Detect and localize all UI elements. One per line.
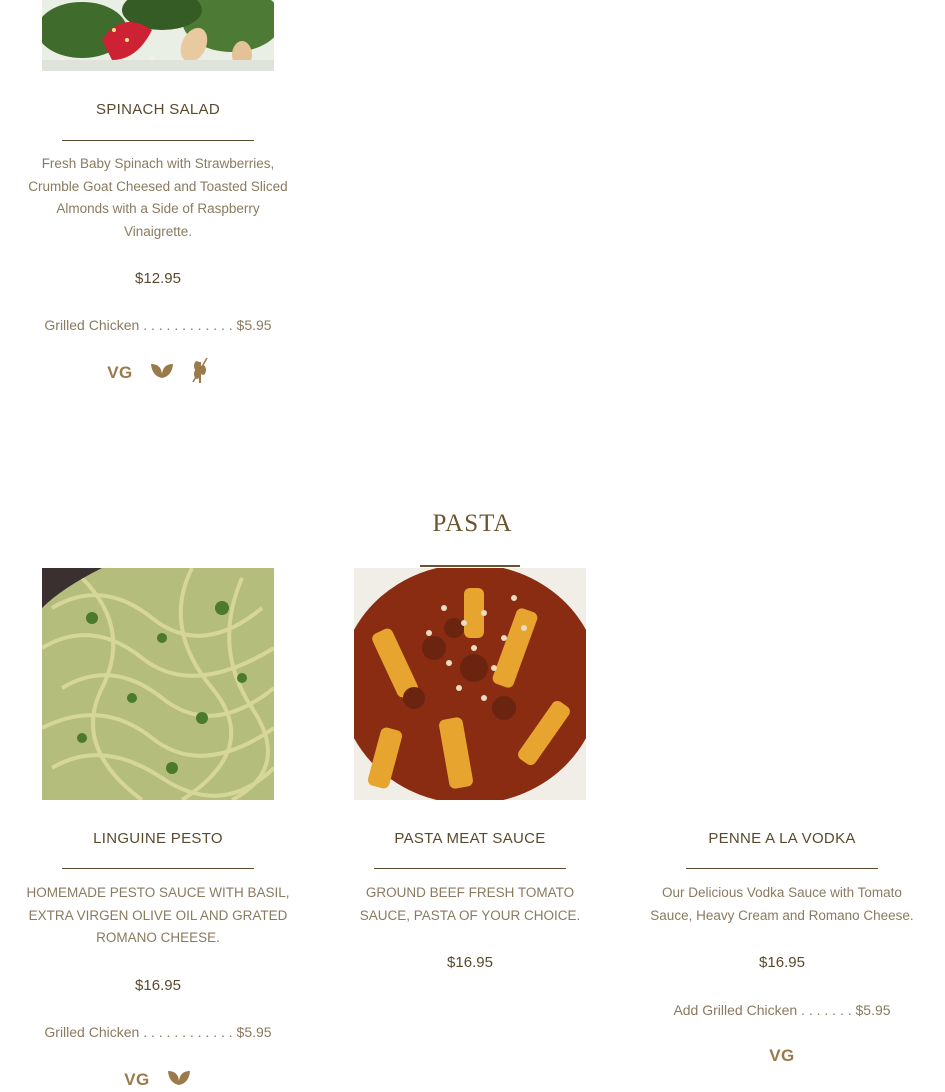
dish-name: PENNE A LA VODKA xyxy=(708,830,856,847)
dish-name: PASTA MEAT SAUCE xyxy=(394,830,546,847)
section-divider xyxy=(420,565,520,567)
menu-card-spinach-salad xyxy=(13,0,303,400)
vegetarian-icon: VG xyxy=(124,1069,150,1089)
diet-icons xyxy=(13,356,303,389)
divider xyxy=(62,140,254,141)
leaf-icon xyxy=(149,360,175,385)
menu-card-pasta-meat-sauce xyxy=(325,568,615,988)
divider xyxy=(374,868,566,869)
wheat-icon xyxy=(191,356,209,389)
pasta-meat-sauce-image[interactable] xyxy=(354,568,586,800)
dish-price: $16.95 xyxy=(447,954,493,971)
dish-price: $16.95 xyxy=(759,954,805,971)
diet-icons xyxy=(637,1046,927,1066)
spinach-salad-image[interactable] xyxy=(42,0,274,71)
dish-description: Our Delicious Vodka Sauce with Tomato Sauce, Heavy Cream and Romano Cheese. xyxy=(650,885,914,923)
vegetarian-icon: VG xyxy=(769,1046,795,1065)
menu-card-penne-a-la-vodka xyxy=(637,568,927,1078)
addon-line: Grilled Chicken . . . . . . . . . . . . $5.95 xyxy=(44,1024,272,1040)
dish-name: SPINACH SALAD xyxy=(96,101,220,118)
menu-card-linguine-pesto xyxy=(13,568,303,1091)
leaf-icon xyxy=(166,1067,192,1092)
dish-description: Fresh Baby Spinach with Strawberries, Crumble Goat Cheesed and Toasted Sliced Almonds with a Side of Raspberry Vinaigrette. xyxy=(28,156,288,239)
diet-icons xyxy=(13,1067,303,1092)
dish-description: HOMEMADE PESTO SAUCE WITH BASIL, EXTRA VIRGEN OLIVE OIL AND GRATED ROMANO CHEESE. xyxy=(26,885,290,945)
dish-price: $12.95 xyxy=(135,270,181,287)
addon-line: Grilled Chicken . . . . . . . . . . . . $5.95 xyxy=(44,317,272,333)
divider xyxy=(62,868,254,869)
dish-name: LINGUINE PESTO xyxy=(93,830,223,847)
section-title: PASTA xyxy=(432,510,513,537)
vegetarian-icon: VG xyxy=(107,362,133,382)
linguine-pesto-image[interactable] xyxy=(42,568,274,800)
addon-line: Add Grilled Chicken . . . . . . . $5.95 xyxy=(673,1002,891,1018)
divider xyxy=(686,868,878,869)
dish-description: GROUND BEEF FRESH TOMATO SAUCE, PASTA OF YOUR CHOICE. xyxy=(359,885,581,923)
dish-price: $16.95 xyxy=(135,977,181,994)
